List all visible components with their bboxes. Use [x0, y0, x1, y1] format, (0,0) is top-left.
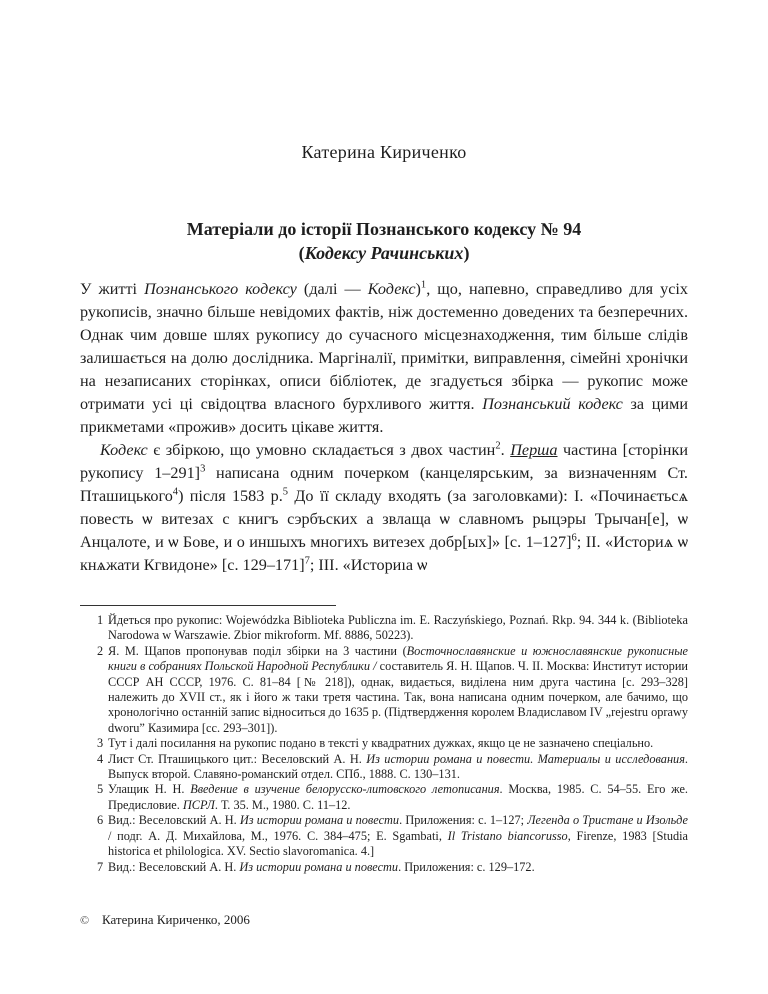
footnote-5: 5 Улащик Н. Н. Введение в изучение белорусско-литовского летописания. Москва, 1985. С. 54–55. Его же. Предисловие. ПСРЛ. Т. 35. М., 1980. С. 11–12. [97, 782, 689, 812]
footnote-7: 7 Вид.: Веселовский А. Н. Из истории романа и повести. Приложения: с. 129–172. [97, 859, 535, 874]
footnote-ref-5[interactable]: 5 [282, 486, 289, 498]
copyright-icon: © [80, 913, 90, 927]
footnote-ref-4[interactable]: 4 [172, 486, 179, 498]
footnotes-list [80, 613, 688, 875]
footnote-number: 1 [97, 613, 104, 627]
footnote-6: 6 Вид.: Веселовский А. Н. Из истории романа и повести. Приложения: с. 1–127; Легенда о Тристане и Изольде / подг. А. Д. Михайлова, М., 1976. С. 384–475; E. Sgambati, Il Tristano biancorusso, Firenze, 1983 [Studia historica et philologica. XV. Sectio slavoromanica. 4.] [97, 813, 688, 859]
footnote-number: 7 [97, 859, 104, 874]
footnote-4: 4 Лист Ст. Пташицького цит.: Веселовский А. Н. Из истории романа и повести. Материалы и исследования. Выпуск второй. Славяно-романский отдел. СПб., 1888. С. 130–131. [97, 751, 688, 782]
article-title [0, 217, 768, 265]
copyright-notice [80, 912, 250, 928]
footnote-ref-7[interactable]: 7 [304, 555, 310, 567]
copyright-text: Катерина Кириченко, 2006 [102, 912, 250, 927]
footnote-1: 1 Йдеться про рукопис: Wojewódzka Biblioteka Publiczna im. E. Raczyńskiego, Poznań. Rkp. 94. 344 k. (Biblioteka Narodowa w Warszawie. Zbior mikroform. Mf. 8886, 50223). [97, 613, 688, 643]
footnote-ref-2[interactable]: 2 [495, 440, 501, 452]
footnote-number: 2 [97, 643, 104, 658]
footnote-number: 3 [97, 736, 104, 751]
footnote-ref-3[interactable]: 3 [200, 463, 206, 475]
author-name: Катерина Кириченко [301, 142, 467, 162]
paragraph-1: У житті Познанського кодексу (далі — Кодекс)$^1$, що, напевно, справедливо для усіх рукописів, значно більше невідомих фактів, ніж достеменно доведених та безперечних. Однак чим довше шлях рукопису до сучасного місцезнаходження, тим більше слідів залишається на долю дослідника. Маргіналії, примітки, виправлення, сімейні хронічки на незаписаних сторінках, описи бібліотек, де згадується збірка — рукопис може отримати усі ці свідоцтва власного бурхливого життя. Познанський кодекс за цими прикметами «прожив» досить цікаве життя. [80, 279, 689, 436]
footnote-2: 2 Я. М. Щапов пропонував поділ збірки на 3 частини (Восточнославянские и южнославянские рукописные книги в собраниях Польской Народной Республики / составитель Я. Н. Щапов. Ч. II. Москва: Институт истории СССР АН СССР, 1976. С. 81–84 [№ 218]), однак, видається, виділена ним друга частина [с. 293–328] належить до XVII ст., як і його ж таки третя частина. Так, вона написана одним почерком, але бачимо, що хронологічно останній запис відноситься до 1635 р. (Підтвердження королем Владиславом IV „rejestru oprawy dworu” Казимира [сс. 293–301]). [97, 643, 688, 735]
title-line-2: (Кодексу Рачинських) [298, 243, 470, 263]
footnote-number: 4 [97, 751, 104, 766]
title-line-1: Матеріали до історії Познанського кодексу № 94 [186, 219, 582, 239]
footnote-number: 6 [97, 813, 104, 828]
footnote-number: 5 [97, 782, 104, 797]
footnote-3: 3 Тут і далі посилання на рукопис подано в тексті у квадратних дужках, якщо це не зазначено спеціально. [97, 736, 654, 751]
footnote-ref-1[interactable]: 1 [420, 279, 427, 291]
article-body [80, 278, 688, 577]
title-italic: Кодексу Рачинських [304, 243, 464, 263]
footnote-separator [80, 605, 336, 606]
footnote-ref-6[interactable]: 6 [571, 532, 577, 544]
paragraph-2: Кодекс є збіркою, що умовно складається з двох частин$^2$. Перша частина [сторінки рукопису 1–291]$^3$ написана одним почерком (канцелярським, за визначенням Ст. Пташицького$^4$) після 1583 р.$^5$ До її складу входять (за заголовками): I. «Починаєтьсѧ повесть ѡ витезах с книгъ сэрбъских а звлаща ѡ славномъ рыцэры Трычан[е], ѡ Анцалоте, и ѡ Бове, и о иншыхъ многихъ витезех добр[ых]» [с. 1–127]$^6$; II. «Историѧ ѡ кнѧжати Кгвидоне» [с. 129–171]$^7$; III. «Историıа ѡ [80, 440, 689, 574]
